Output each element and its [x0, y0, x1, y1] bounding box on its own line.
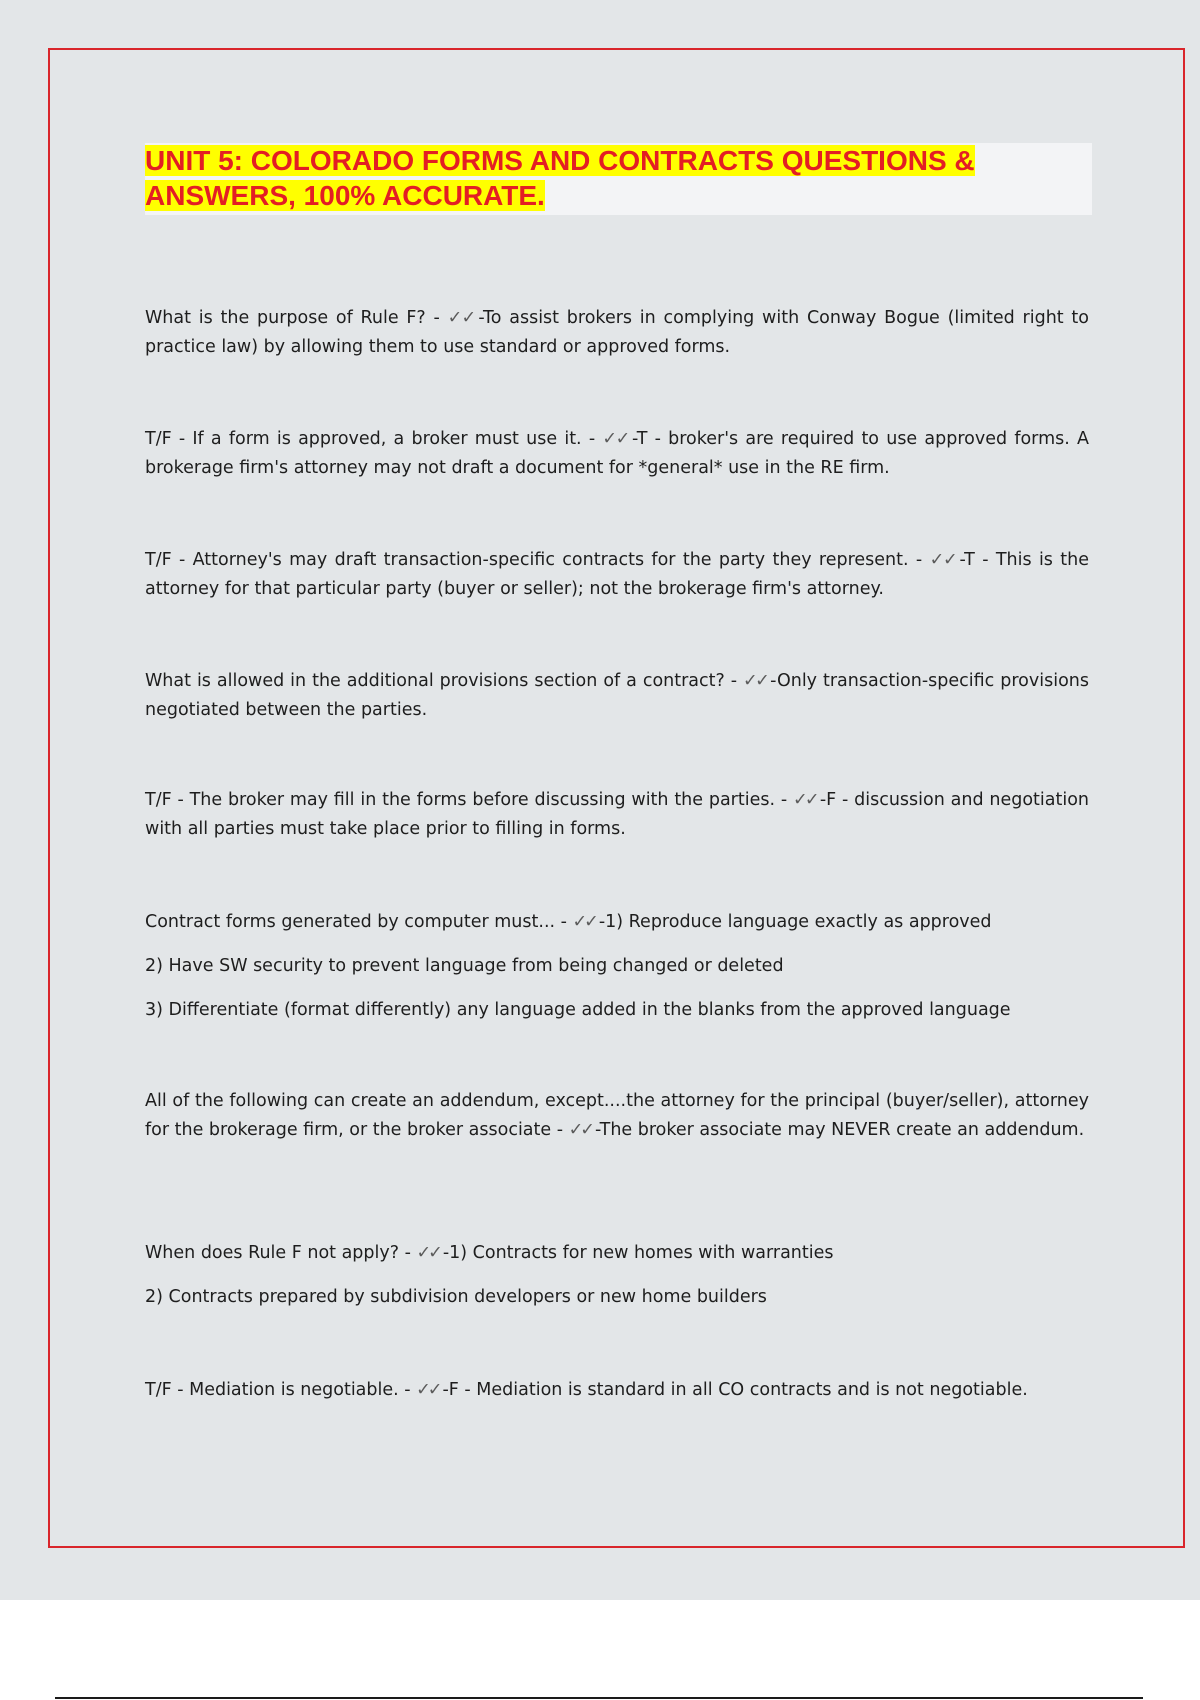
answer-line-3: 3) Differentiate (format differently) any language added in the blanks from the approved language	[145, 1000, 1011, 1020]
qa-item-5	[145, 786, 1089, 843]
footer-divider	[55, 1697, 1143, 1699]
question-text: When does Rule F not apply? -	[145, 1243, 417, 1263]
double-check-icon: ✓✓	[568, 1119, 592, 1140]
qa-item-4	[145, 667, 1089, 724]
answer-text: -1) Reproduce language exactly as approved	[598, 912, 992, 932]
question-text: T/F - Attorney's may draft transaction-specific contracts for the party they represent. -	[145, 550, 930, 570]
double-check-icon: ✓✓	[447, 308, 476, 328]
document-title-block	[145, 143, 1092, 215]
answer-text: -F - discussion and negotiation with all parties must take place prior to filling in forms.	[145, 790, 1090, 839]
double-check-icon: ✓✓	[792, 790, 817, 810]
qa-item-1	[145, 304, 1089, 361]
answer-text: -The broker associate may NEVER create an addendum.	[594, 1119, 1085, 1140]
question-text: T/F - Mediation is negotiable. -	[145, 1380, 417, 1400]
qa-item-8	[145, 1239, 1089, 1312]
double-check-icon: ✓✓	[572, 912, 596, 932]
qa-text	[145, 546, 1089, 603]
answer-line-2: 2) Contracts prepared by subdivision developers or new home builders	[145, 1287, 767, 1307]
double-check-icon: ✓✓	[929, 550, 957, 570]
qa-item-2	[145, 425, 1089, 482]
qa-text	[145, 786, 1089, 843]
question-text: What is allowed in the additional provisions section of a contract? -	[145, 671, 744, 691]
qa-item-6	[145, 908, 1089, 1025]
qa-text	[145, 667, 1089, 724]
answer-text: -T - broker's are required to use approved forms. A brokerage firm's attorney may not draft a document for *general* use in the RE firm.	[145, 429, 1089, 478]
document-title	[145, 143, 1092, 213]
question-text: What is the purpose of Rule F? -	[145, 308, 448, 328]
qa-item-3	[145, 546, 1089, 603]
answer-text: -To assist brokers in complying with Conway Bogue (limited right to practice law) by allowing them to use standard or approved forms.	[145, 308, 1090, 357]
question-text: All of the following can create an addendum, except....the attorney for the principal (buyer/seller), attorney for the brokerage firm, or the broker associate -	[145, 1091, 1089, 1140]
qa-text	[145, 1239, 1089, 1268]
title-line-1: UNIT 5: COLORADO FORMS AND CONTRACTS QUESTIONS &	[145, 145, 975, 176]
answer-line-2: 2) Have SW security to prevent language from being changed or deleted	[145, 956, 784, 976]
answer-text: -T - This is the attorney for that particular party (buyer or seller); not the brokerage firm's attorney.	[145, 550, 1089, 599]
qa-text	[145, 425, 1089, 482]
qa-text	[145, 1087, 1089, 1144]
question-text: T/F - If a form is approved, a broker must use it. -	[145, 429, 603, 449]
qa-text	[145, 908, 1089, 937]
qa-item-7	[145, 1087, 1089, 1144]
answer-text: -F - Mediation is standard in all CO contracts and is not negotiable.	[442, 1380, 1028, 1400]
qa-text	[145, 1376, 1089, 1405]
question-text: T/F - The broker may fill in the forms before discussing with the parties. -	[145, 790, 793, 810]
double-check-icon: ✓✓	[602, 429, 629, 449]
question-text: Contract forms generated by computer must... -	[145, 912, 573, 932]
double-check-icon: ✓✓	[416, 1243, 440, 1263]
answer-text: -1) Contracts for new homes with warranties	[442, 1243, 834, 1263]
answer-text: -Only transaction-specific provisions negotiated between the parties.	[145, 671, 1089, 720]
qa-item-9	[145, 1376, 1089, 1405]
double-check-icon: ✓✓	[416, 1380, 440, 1400]
double-check-icon: ✓✓	[743, 671, 768, 691]
title-line-2: ANSWERS, 100% ACCURATE.	[145, 180, 545, 211]
qa-text	[145, 304, 1089, 361]
